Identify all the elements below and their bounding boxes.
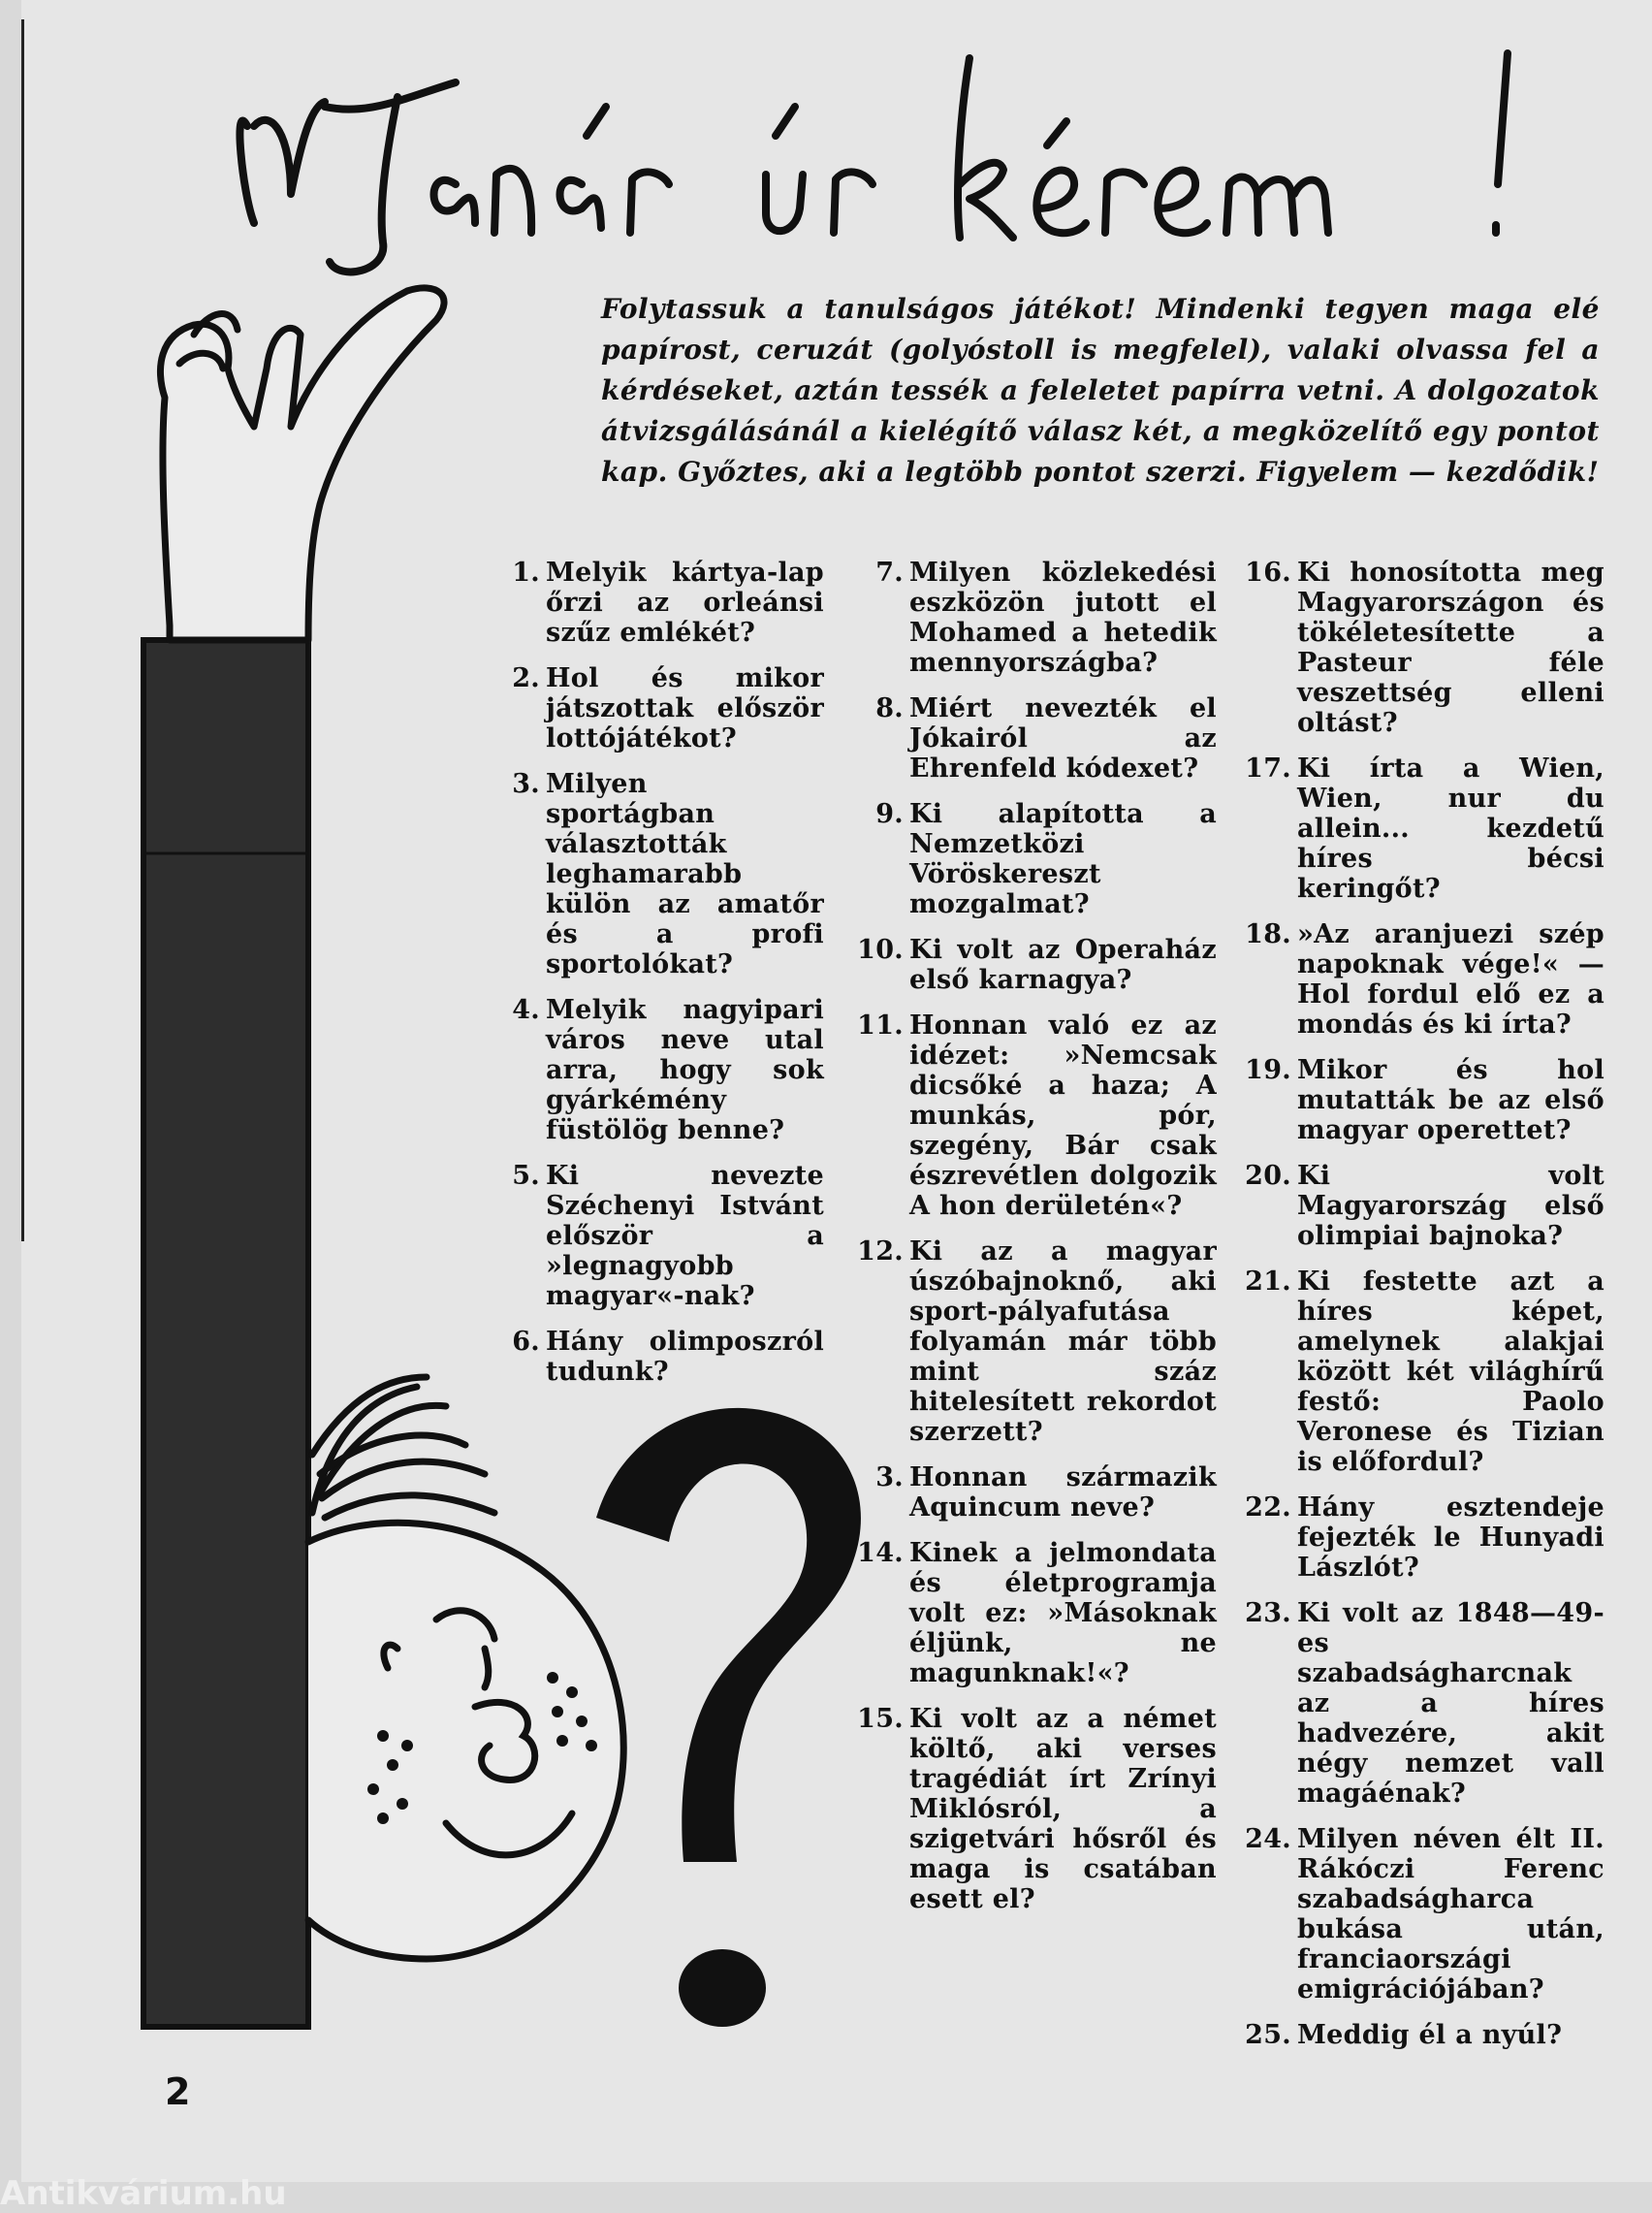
question-item [490, 1327, 824, 1387]
question-item [490, 1161, 824, 1311]
question-number: 9. [875, 799, 904, 829]
question-text: Melyik nagyipari város neve utal arra, hogy sok gyárkémény füstölög benne? [546, 995, 824, 1145]
question-item [853, 558, 1217, 678]
question-text: Milyen néven élt II. Rákóczi Ferenc szabadságharca bukása után, franciaországi emigrációjában? [1297, 1824, 1604, 2005]
question-number: 8. [875, 693, 904, 723]
question-item [853, 1236, 1217, 1447]
question-item [490, 558, 824, 648]
question-text: Ki az a magyar úszóbajnoknő, aki sport-pályafutása folyamán már több mint száz hitelesített rekordot szerzett? [909, 1236, 1217, 1447]
question-text: Ki írta a Wien, Wien, nur du allein... kezdetű híres bécsi keringőt? [1297, 754, 1604, 904]
question-item [490, 769, 824, 979]
question-item [1241, 1824, 1604, 2005]
boy-face-illustration [308, 1377, 623, 1959]
question-text: Mikor és hol mutatták be az első magyar operettet? [1297, 1055, 1604, 1145]
question-item [853, 1704, 1217, 1914]
question-item [853, 935, 1217, 995]
question-text: Ki honosította meg Magyarországon és tökéletesítette a Pasteur féle veszettség elleni oltást? [1297, 558, 1604, 738]
question-text: Ki nevezte Széchenyi Istvánt először a »legnagyobb magyar«-nak? [546, 1161, 824, 1311]
questions-column-3 [1241, 558, 1604, 2066]
question-text: Honnan való ez az idézet: »Nemcsak dicsőké a haza; A munkás, pór, szegény, Bár csak észrevétlen dolgozik A hon derületén«? [909, 1010, 1217, 1221]
sleeve-illustration [143, 640, 308, 2027]
question-text: Ki festette azt a híres képet, amelynek alakjai között két világhírű festő: Paolo Veronese és Tizian is előfordul? [1297, 1267, 1604, 1477]
question-item [853, 1010, 1217, 1221]
question-item [1241, 1598, 1604, 1809]
question-number: 20. [1245, 1161, 1291, 1191]
question-item [1241, 2020, 1604, 2050]
question-text: Hány esztendeje fejezték le Hunyadi Lászlót? [1297, 1492, 1604, 1583]
question-text: Ki volt Magyarország első olimpiai bajnoka? [1297, 1161, 1604, 1251]
question-item [1241, 1492, 1604, 1583]
question-item [853, 799, 1217, 919]
question-number: 3. [512, 769, 540, 799]
question-number: 2. [512, 663, 540, 693]
question-number: 14. [857, 1538, 904, 1568]
question-item [490, 663, 824, 754]
question-text: Hány olimposzról tudunk? [546, 1327, 824, 1387]
question-text: Meddig él a nyúl? [1297, 2020, 1563, 2050]
question-text: Honnan származik Aquincum neve? [909, 1462, 1217, 1523]
question-item [1241, 1055, 1604, 1145]
question-number: 12. [857, 1236, 904, 1267]
question-number: 3. [875, 1462, 904, 1492]
question-text: »Az aranjuezi szép napoknak vége!« — Hol fordul elő ez a mondás és ki írta? [1297, 919, 1604, 1040]
question-item [853, 1462, 1217, 1523]
question-text: Melyik kártya-lap őrzi az orleánsi szűz emlékét? [546, 558, 824, 648]
question-number: 11. [857, 1010, 904, 1041]
question-text: Milyen közlekedési eszközön jutott el Mohamed a hetedik mennyországba? [909, 558, 1217, 678]
question-item [1241, 1267, 1604, 1477]
question-item [490, 995, 824, 1145]
question-number: 21. [1245, 1267, 1291, 1297]
question-item [1241, 1161, 1604, 1251]
question-item [1241, 919, 1604, 1040]
intro-paragraph: Folytassuk a tanulságos játékot! Mindenki tegyen maga elé papírost, ceruzát (golyóstoll is megfelel), valaki olvassa fel a kérdéseket, aztán tessék a feleletet papírra vetni. A dolgozatok átvizsgálásánál a kielégítő válasz két, a megközelítő egy pontot kap. Győztes, aki a legtöbb pontot szerzi. Figyelem — kezdődik! [601, 293, 1600, 488]
question-text: Ki alapította a Nemzetközi Vöröskereszt mozgalmat? [909, 799, 1217, 919]
question-number: 18. [1245, 919, 1291, 949]
question-number: 15. [857, 1704, 904, 1734]
question-text: Miért nevezték el Jókairól az Ehrenfeld kódexet? [909, 693, 1217, 784]
question-text: Ki volt az Operaház első karnagya? [909, 935, 1217, 995]
question-number: 5. [512, 1161, 540, 1191]
question-item [1241, 754, 1604, 904]
questions-column-1 [490, 558, 824, 1402]
watermark: Antikvárium.hu [0, 2174, 287, 2213]
page-title [213, 29, 1551, 252]
question-number: 19. [1245, 1055, 1291, 1085]
question-number: 22. [1245, 1492, 1291, 1523]
question-item [853, 693, 1217, 784]
question-number: 6. [512, 1327, 540, 1357]
question-number: 17. [1245, 754, 1291, 784]
question-item [1241, 558, 1604, 738]
question-item [853, 1538, 1217, 1688]
raised-hand-icon [160, 288, 444, 640]
question-number: 25. [1245, 2020, 1291, 2050]
questions-column-2 [853, 558, 1217, 1930]
question-text: Kinek a jelmondata és életprogramja volt ez: »Másoknak éljünk, ne magunknak!«? [909, 1538, 1217, 1688]
question-number: 23. [1245, 1598, 1291, 1628]
question-number: 1. [512, 558, 540, 588]
question-text: Ki volt az 1848—49-es szabadságharcnak az a híres hadvezére, akit négy nemzet vall magáénak? [1297, 1598, 1604, 1809]
question-text: Ki volt az a német költő, aki verses tragédiát írt Zrínyi Miklósról, a szigetvári hősről és maga is csatában esett el? [909, 1704, 1217, 1914]
question-number: 24. [1245, 1824, 1291, 1854]
question-text: Hol és mikor játszottak először lottójátékot? [546, 663, 824, 754]
question-number: 10. [857, 935, 904, 965]
question-mark-icon [596, 1408, 861, 2027]
question-number: 4. [512, 995, 540, 1025]
question-text: Milyen sportágban választották leghamarabb külön az amatőr és a profi sportolókat? [546, 769, 824, 979]
question-number: 16. [1245, 558, 1291, 588]
question-number: 7. [875, 558, 904, 588]
page-number: 2 [165, 2070, 191, 2113]
